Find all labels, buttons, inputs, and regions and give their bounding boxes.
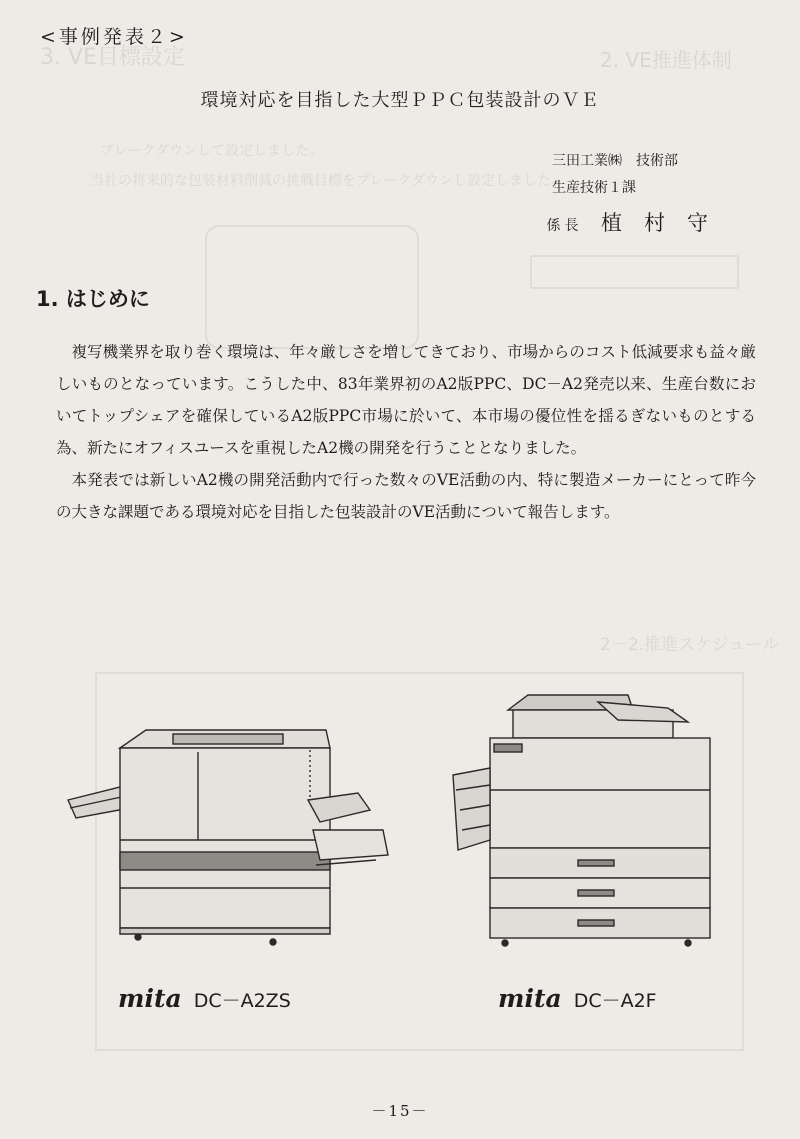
bleed-through-text: 当社の将来的な包装材料削減の挑戦目標をブレークダウンし設定しました。 (90, 173, 566, 189)
document-title: 環境対応を目指した大型ＰＰＣ包装設計のＶＥ (200, 90, 600, 111)
brand-logo: mita (498, 984, 562, 1013)
page-number: －15－ (371, 1102, 429, 1120)
copier-illustrations (58, 690, 738, 1030)
body-text (56, 336, 756, 528)
bleed-through-box (530, 255, 739, 289)
event-tag: <事例発表２> (40, 26, 188, 48)
model-name: DC－A2ZS (193, 990, 291, 1012)
section-heading: 1. はじめに (36, 287, 150, 311)
author-name: 植村守 (601, 211, 730, 235)
author-line (547, 207, 730, 237)
bleed-through-text: ブレークダウンして設定しました。 (100, 143, 324, 159)
author-department: 生産技術１課 (552, 180, 636, 196)
bleed-through-text: 2. VE推進体制 (600, 48, 732, 72)
bleed-through-box (205, 225, 419, 349)
figure-caption-a2f (498, 984, 657, 1013)
brand-logo: mita (118, 984, 182, 1013)
author-role: 係長 (546, 218, 583, 234)
model-name: DC－A2F (573, 990, 657, 1012)
paragraph: 本発表では新しいA2機の開発活動内で行った数々のVE活動の内、特に製造メーカーにとって昨今の大きな課題である環境対応を目指した包装設計のVE活動について報告します。 (56, 471, 756, 521)
paragraph: 複写機業界を取り巻く環境は、年々厳しさを増してきており、市場からのコスト低減要求も益々厳しいものとなっています。こうした中、83年業界初のA2版PPC、DC－A2発売以来、生産台数においてトップシェアを確保しているA2版PPC市場に於いて、本市場の優位性を揺るぎないものとする為、新たにオフィスユースを重視したA2機の開発を行うこととなりました。 (56, 343, 756, 457)
figure-caption-a2zs (118, 984, 291, 1013)
copier-a2f-illustration (453, 695, 710, 946)
copier-a2zs-illustration (68, 730, 388, 945)
bleed-through-text: 3. VE目標設定 (40, 45, 185, 70)
author-affiliation: 三田工業㈱ 技術部 (552, 153, 678, 169)
bleed-through-text: 2－2.推進スケジュール (600, 635, 780, 655)
